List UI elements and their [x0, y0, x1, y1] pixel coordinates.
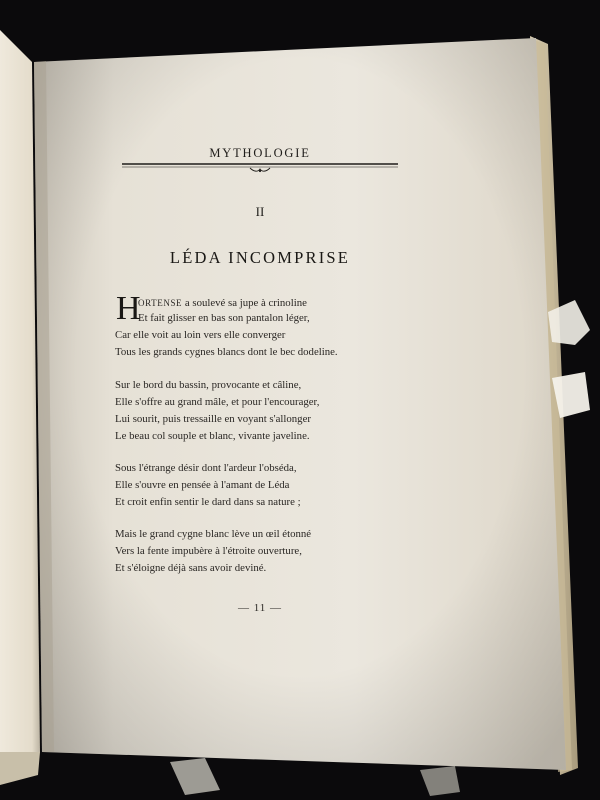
decorative-rule	[120, 160, 400, 174]
poem-title: LÉDA INCOMPRISE	[169, 248, 351, 267]
poem-line: Tous les grands cygnes blancs dont le bec dodeline.	[115, 346, 338, 358]
page-number: — 11 —	[237, 602, 283, 614]
poem-line: Mais le grand cygne blanc lève un œil étonné	[115, 528, 312, 540]
poem-line: Sur le bord du bassin, provocante et câline,	[115, 379, 302, 391]
poem-line	[138, 296, 307, 310]
first-line-text: a soulevé sa jupe à crinoline	[184, 297, 307, 309]
poem-line: Car elle voit au loin vers elle converger	[115, 329, 286, 341]
poem-line: Le beau col souple et blanc, vivante javeline.	[115, 430, 310, 442]
section-number: II	[255, 204, 265, 219]
poem-line: Sous l'étrange désir dont l'ardeur l'obséda,	[115, 462, 297, 474]
poem-line: Elle s'offre au grand mâle, et pour l'encourager,	[115, 396, 320, 408]
small-caps-word: ORTENSE	[138, 298, 183, 308]
poem-line: Et s'éloigne déjà sans avoir deviné.	[115, 562, 267, 574]
poem-line: Lui sourit, puis tressaille en voyant s'allonger	[115, 413, 311, 425]
running-head: MYTHOLOGIE	[209, 146, 311, 160]
poem-line: Vers la fente impubère à l'étroite ouverture,	[115, 545, 302, 557]
poem-line: Et croit enfin sentir le dard dans sa nature ;	[115, 496, 301, 508]
poem-line: Et fait glisser en bas son pantalon léger,	[138, 312, 310, 324]
poem-line: Elle s'ouvre en pensée à l'amant de Léda	[115, 479, 290, 491]
drop-cap: H	[116, 290, 141, 327]
